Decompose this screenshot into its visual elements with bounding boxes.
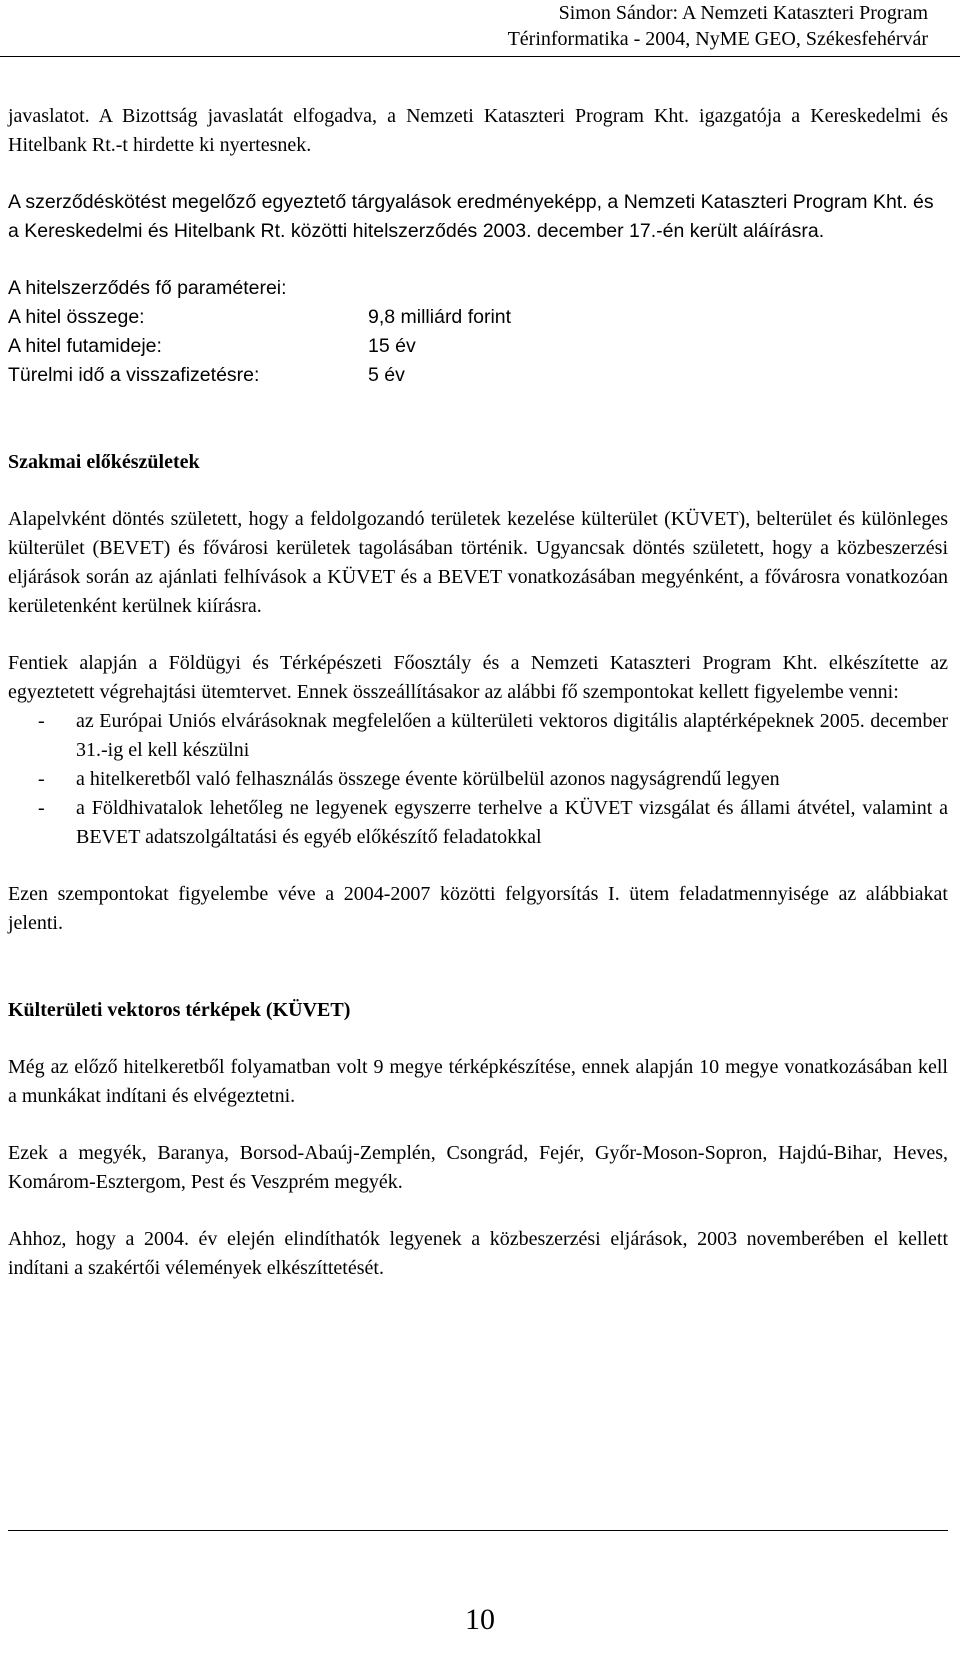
credit-parameters (8, 274, 948, 390)
param-label: Türelmi idő a visszafizetésre: (8, 364, 260, 386)
param-label: A hitel összege: (8, 306, 145, 328)
bullet-dash: - (38, 710, 45, 732)
bullet-text: a Földhivatalok lehetőleg ne legyenek egyszerre terhelve a KÜVET vizsgálat és állami átvétel, valamint a BEVET adatszolgáltatási és egyéb előkészítő feladatokkal (76, 797, 948, 848)
paragraph-principles: Alapelvként döntés született, hogy a feldolgozandó területek kezelése külterület (KÜVET), belterület és különleges külterület (BEVET) és fővárosi kerületek tagolásában történik. Ugyancsak döntés született, hogy a közbeszerzési eljárások során az ajánlati felhívások a KÜVET és a BEVET vonatkozásában megyénként, a fővárosra vonatkozóan kerületenként kerülnek kiírásra. (8, 508, 948, 617)
bullet-dash: - (38, 768, 45, 790)
paragraph-procurement: Ahhoz, hogy a 2004. év elején elindíthatók legyenek a közbeszerzési eljárások, 2003 novemberében el kellett indítani a szakértői vélemények elkészíttetését. (8, 1228, 948, 1279)
document-body (8, 102, 948, 1283)
param-row (8, 303, 948, 332)
paragraph-contract: A szerződéskötést megelőző egyeztető tárgyalások eredményeképp, a Nemzeti Kataszteri Program Kht. és a Kereskedelmi és Hitelbank Rt. közötti hitelszerződés 2003. december 17.-én került aláírásra. (8, 191, 934, 242)
section-title-preparations: Szakmai előkészületek (8, 451, 200, 473)
header-author-title: Simon Sándor: A Nemzeti Kataszteri Program (558, 2, 928, 24)
list-item (8, 794, 948, 852)
paragraph-counties-count: Még az előző hitelkeretből folyamatban volt 9 megye térképkészítése, ennek alapján 10 megye vonatkozásában kell a munkákat indítani és elvégeztetni. (8, 1056, 948, 1107)
bullet-text: a hitelkeretből való felhasználás összege évente körülbelül azonos nagyságrendű legyen (76, 768, 780, 790)
params-heading: A hitelszerződés fő paraméterei: (8, 277, 287, 299)
list-item (8, 765, 948, 794)
param-row (8, 332, 948, 361)
bullet-text: az Európai Uniós elvárásoknak megfelelően a külterületi vektoros digitális alaptérképeknek 2005. december 31.-ig el kell készülni (76, 710, 948, 761)
paragraph-schedule: Fentiek alapján a Földügyi és Térképészeti Főosztály és a Nemzeti Kataszteri Program Kht. elkészítette az egyeztetett végrehajtási ütemtervet. Ennek összeállításakor az alábbi fő szempontokat kellett figyelembe venni: (8, 652, 948, 703)
footer-divider (8, 1530, 948, 1531)
page-number: 10 (465, 1603, 495, 1636)
section-title-kuvet: Külterületi vektoros térképek (KÜVET) (8, 999, 351, 1021)
header-conference: Térinformatika - 2004, NyME GEO, Székesfehérvár (507, 28, 928, 50)
paragraph-workload: Ezen szempontokat figyelembe véve a 2004-2007 közötti felgyorsítás I. ütem feladatmennyisége az alábbiakat jelenti. (8, 883, 948, 934)
paragraph-intro: javaslatot. A Bizottság javaslatát elfogadva, a Nemzeti Kataszteri Program Kht. igazgatója a Kereskedelmi és Hitelbank Rt.-t hirdette ki nyertesnek. (8, 105, 948, 156)
param-value: 9,8 milliárd forint (368, 306, 512, 328)
page-header (0, 0, 960, 57)
credit-section (8, 188, 948, 390)
param-label: A hitel futamideje: (8, 335, 162, 357)
paragraph-counties-list: Ezek a megyék, Baranya, Borsod-Abaúj-Zemplén, Csongrád, Fejér, Győr-Moson-Sopron, Hajdú-Bihar, Heves, Komárom-Esztergom, Pest és Veszprém megyék. (8, 1142, 948, 1193)
param-row (8, 361, 948, 390)
param-value: 15 év (368, 335, 416, 357)
list-item (8, 707, 948, 765)
param-value: 5 év (368, 364, 405, 386)
bullet-dash: - (38, 797, 45, 819)
